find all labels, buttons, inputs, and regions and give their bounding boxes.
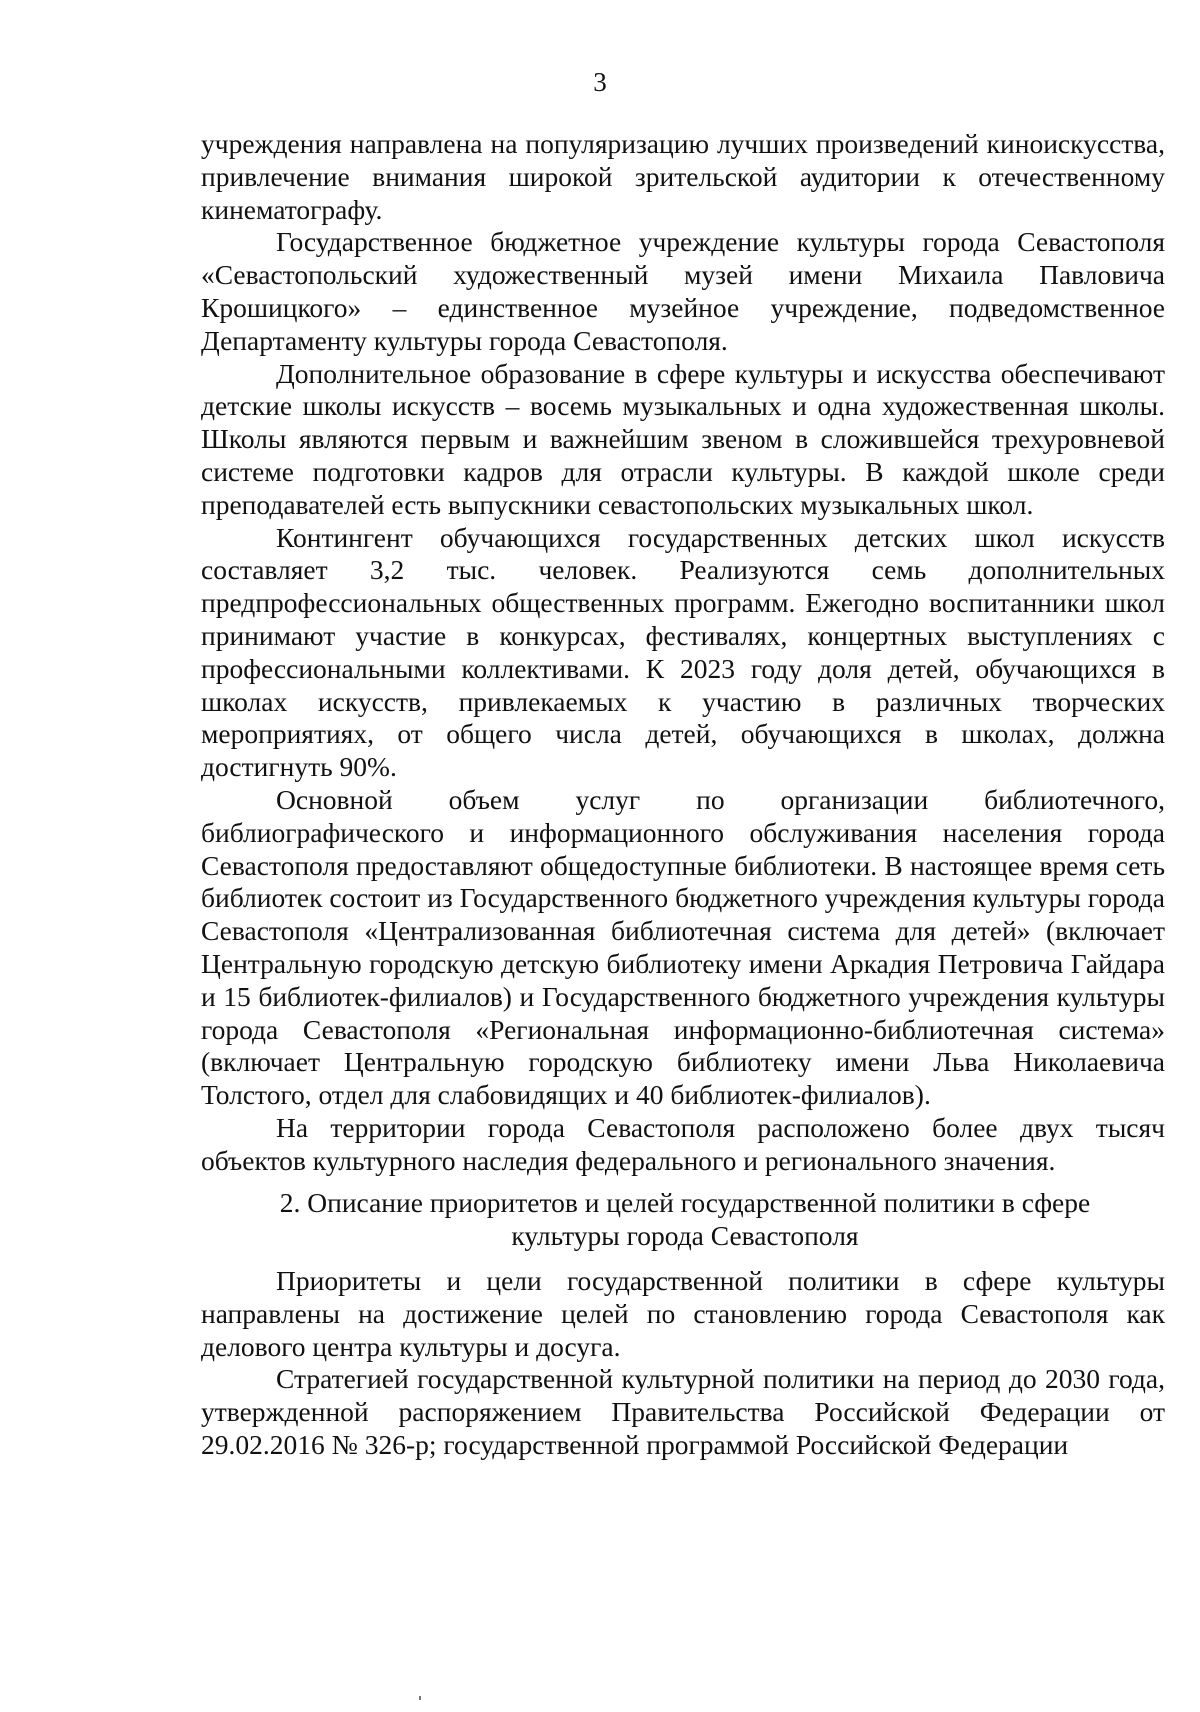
- section-heading-line-2: культуры города Севастополя: [511, 1220, 859, 1251]
- paragraph-heritage: На территории города Севастополя расположено более двух тысяч объектов культурного наследия федерального и регионального значения.: [201, 1111, 1165, 1176]
- scan-artifact: [419, 1696, 421, 1700]
- paragraph-priorities: Приоритеты и цели государственной политики в сфере культуры направлены на достижение целей по становлению города Севастополя как делового центра культуры и досуга.: [201, 1265, 1165, 1362]
- paragraph-cinema-continuation: учреждения направлена на популяризацию лучших произведений киноискусства, привлечение внимания широкой зрительской аудитории к отечественному кинематографу.: [201, 128, 1165, 225]
- page-number: 3: [593, 67, 607, 97]
- paragraph-art-schools: Дополнительное образование в сфере культуры и искусства обеспечивают детские школы искусств – восемь музыкальных и одна художественная школы. Школы являются первым и важнейшим звеном в сложившейся трехуровневой системе подготовки кадров для отрасли культуры. В каждой школе среди преподавателей есть выпускники севастопольских музыкальных школ.: [201, 357, 1165, 520]
- section-heading: [250, 1186, 1120, 1252]
- section-heading-line-1: 2. Описание приоритетов и целей государственной политики в сфере: [279, 1187, 1091, 1218]
- body-text: [201, 128, 1165, 1178]
- paragraph-students: Контингент обучающихся государственных детских школ искусств составляет 3,2 тыс. человек. Реализуются семь дополнительных предпрофессиональных общественных программ. Ежегодно воспитанники школ принимают участие в конкурсах, фестивалях, концертных выступлениях с профессиональными коллективами. К 2023 году доля детей, обучающихся в школах искусств, привлекаемых к участию в различных творческих мероприятиях, от общего числа детей, обучающихся в школах, должна достигнуть 90%.: [201, 521, 1165, 783]
- section-text: [201, 1265, 1165, 1462]
- paragraph-strategy: Стратегией государственной культурной политики на период до 2030 года, утвержденной распоряжением Правительства Российской Федерации от 29.02.2016 № 326-р; государственной программой Российской Федерации: [201, 1363, 1165, 1460]
- paragraph-art-museum: Государственное бюджетное учреждение культуры города Севастополя «Севастопольский художественный музей имени Михаила Павловича Крошицкого» – единственное музейное учреждение, подведомственное Департаменту культуры города Севастополя.: [201, 226, 1165, 356]
- paragraph-libraries: Основной объем услуг по организации библиотечного, библиографического и информационного обслуживания населения города Севастополя предоставляют общедоступные библиотеки. В настоящее время сеть библиотек состоит из Государственного бюджетного учреждения культуры города Севастополя «Централизованная библиотечная система для детей» (включает Центральную городскую детскую библиотеку имени Аркадия Петровича Гайдара и 15 библиотек-филиалов) и Государственного бюджетного учреждения культуры города Севастополя «Региональная информационно-библиотечная система» (включает Центральную городскую библиотеку имени Льва Николаевича Толстого, отдел для слабовидящих и 40 библиотек-филиалов).: [201, 783, 1165, 1111]
